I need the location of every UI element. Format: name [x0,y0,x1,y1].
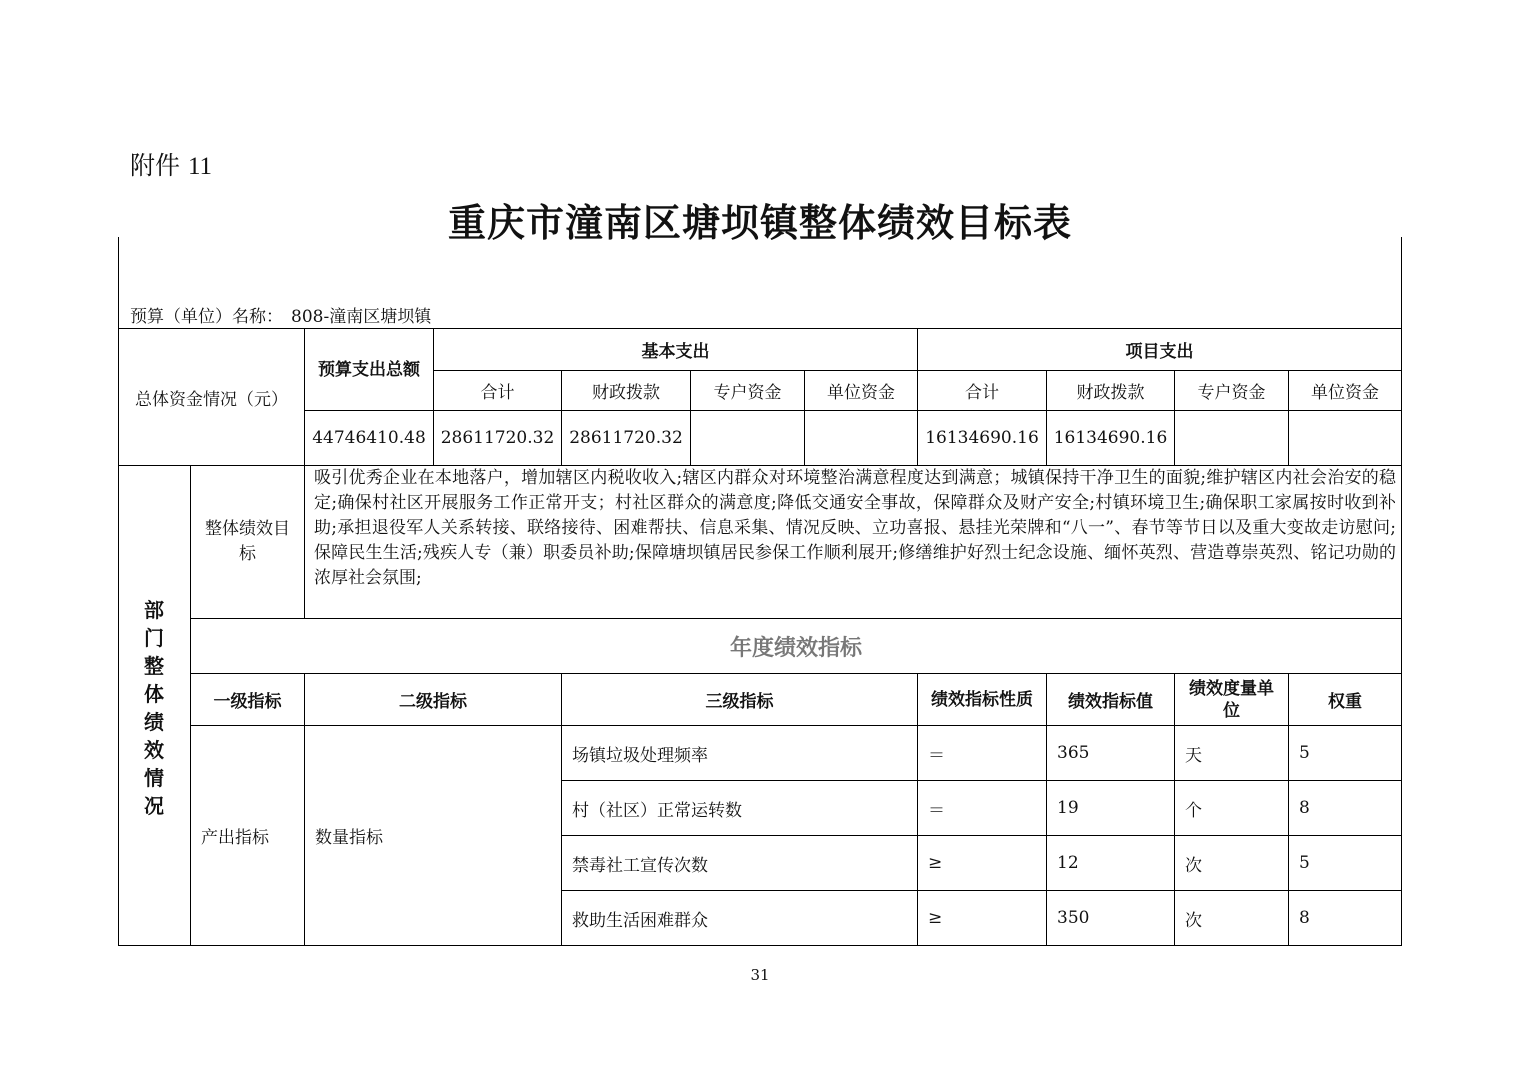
header-level1: 一级指标 [213,692,282,712]
indicator-unit: 次 [1185,910,1202,931]
annual-indicators-title: 年度绩效指标 [729,635,862,661]
indicator-unit: 个 [1185,800,1202,821]
header-level3: 三级指标 [705,692,774,712]
indicator-weight: 8 [1299,798,1310,818]
basic-total-value: 28611720.32 [440,428,555,448]
indicator-name: 禁毒社工宣传次数 [572,855,708,876]
project-sub-special: 专户资金 [1197,383,1266,403]
header-level2: 二级指标 [399,692,467,712]
indicator-nature: ≥ [928,908,943,928]
basic-sub-total: 合计 [480,383,515,403]
indicator-value: 12 [1057,853,1079,873]
indicator-name: 场镇垃圾处理频率 [572,745,708,766]
overall-goal-text: 吸引优秀企业在本地落户，增加辖区内税收收入;辖区内群众对环境整治满意程度达到满意；城镇保持干净卫生的面貌;维护辖区内社会治安的稳定;确保村社区开展服务工作正常开支；村社区群众的满意度;降低交通安全事故，保障群众及财产安全;村镇环境卫生;确保职工家属按时收到补助;承担退役军人关系转接、联络接待、困难帮扶、信息采集、情况反映、立功喜报、悬挂光荣牌和“八一”、春节等节日以及重大变故走访慰问;保障民生生活;残疾人专（兼）职委员补助;保障塘坝镇居民参保工作顺利展开;修缮维护好烈士纪念设施、缅怀英烈、营造尊崇英烈、铭记功勋的浓厚社会氛围; [314,468,1396,588]
indicator-name: 救助生活困难群众 [572,910,708,931]
basic-sub-fiscal: 财政拨款 [592,383,660,403]
dept-section-label: 部门整体绩效情况 [144,598,164,818]
budget-unit: 预算（单位）名称： 808-潼南区塘坝镇 [120,300,820,328]
basic-unit-value [805,411,917,465]
indicator-nature: ≥ [928,853,943,873]
overall-goal-label: 整体绩效目标 [205,519,290,564]
funds-row-label: 总体资金情况（元） [135,389,288,410]
attachment-label: 附件 11 [130,151,213,180]
project-unit-value [1289,411,1401,465]
indicator-value: 19 [1057,798,1079,818]
indicator-value: 365 [1057,743,1090,763]
indicator-value: 350 [1057,908,1090,928]
project-special-value [1175,411,1288,465]
basic-fiscal-value: 28611720.32 [569,428,683,448]
project-sub-fiscal: 财政拨款 [1076,383,1145,403]
basic-header: 基本支出 [641,342,710,362]
project-header: 项目支出 [1125,342,1194,362]
indicator-unit: 天 [1185,745,1202,766]
indicator-unit: 次 [1185,855,1202,876]
indicator-weight: 5 [1299,743,1310,763]
basic-sub-unit: 单位资金 [827,383,895,403]
indicator-weight: 5 [1299,853,1310,873]
project-sub-unit: 单位资金 [1311,383,1379,403]
project-sub-total: 合计 [965,383,999,403]
page-number: 31 [750,966,770,984]
budget-unit-value: 808-潼南区塘坝镇 [291,306,432,327]
basic-sub-special: 专户资金 [713,383,782,403]
level2-cell: 数量指标 [315,828,383,848]
header-weight: 权重 [1328,692,1362,712]
attachment-number: 11 [187,153,213,180]
header-value: 绩效指标值 [1068,692,1153,712]
indicator-name: 村（社区）正常运转数 [572,800,742,821]
header-unit: 绩效度量单位 [1189,678,1274,721]
level1-cell: 产出指标 [201,828,269,848]
project-total-value: 16134690.16 [925,428,1039,448]
page-title: 重庆市潼南区塘坝镇整体绩效目标表 [447,201,1072,245]
indicator-nature: ＝ [928,800,945,821]
project-fiscal-value: 16134690.16 [1053,428,1168,448]
indicator-weight: 8 [1299,908,1310,928]
total-value: 44746410.48 [312,428,426,448]
header-nature: 绩效指标性质 [931,689,1033,710]
basic-special-value [691,411,804,465]
indicator-nature: ＝ [928,745,945,766]
total-header: 预算支出总额 [318,359,420,380]
